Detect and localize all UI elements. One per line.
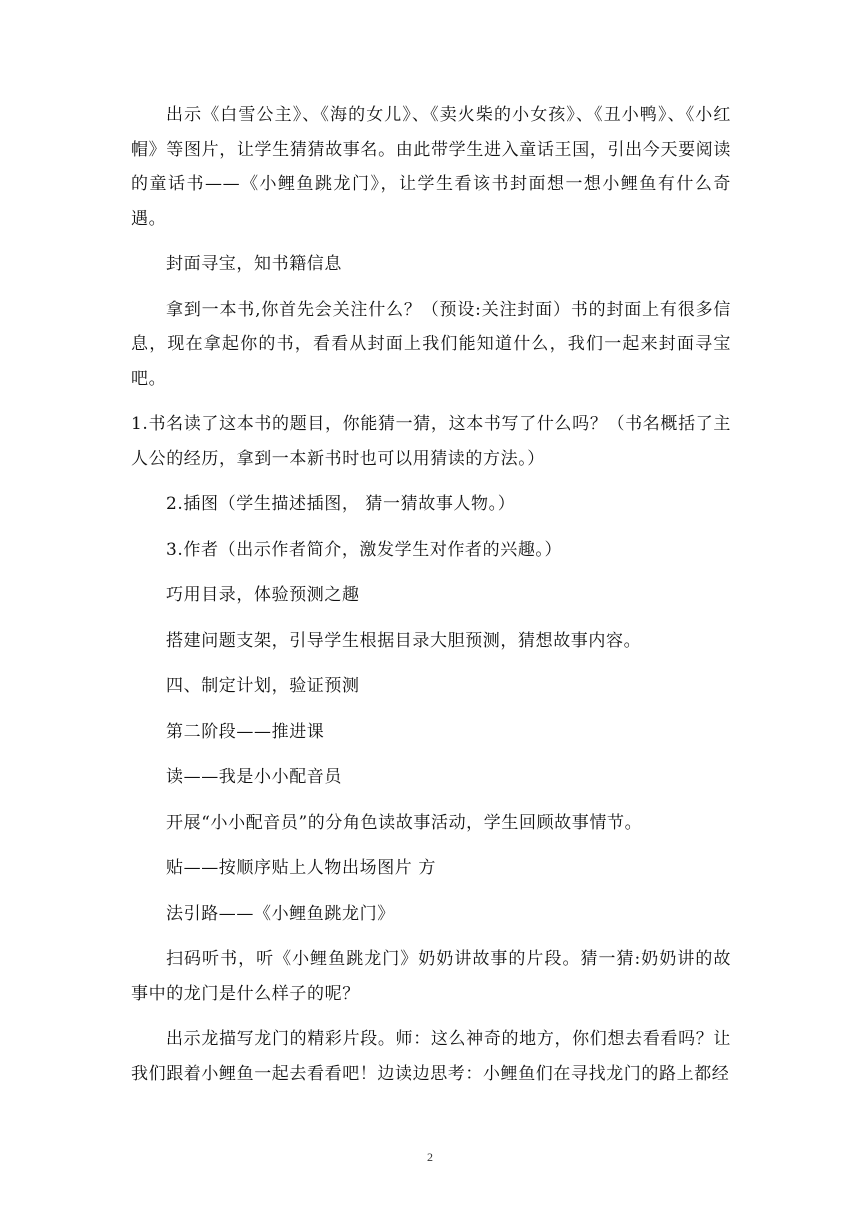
paragraph: 拿到一本书,你首先会关注什么？（预设:关注封面）书的封面上有很多信息，现在拿起你的书，看看从封面上我们能知道什么，我们一起来封面寻宝吧。 [131, 299, 731, 389]
paragraph: 出示龙描写龙门的精彩片段。师：这么神奇的地方，你们想去看看吗？让我们跟着小鲤鱼一起去看看吧！边读边思考：小鲤鱼们在寻找龙门的路上都经 [131, 1029, 731, 1084]
paragraph: 开展“小小配音员”的分角色读故事活动，学生回顾故事情节。 [166, 812, 643, 833]
document-body [131, 98, 731, 1102]
section-heading: 四、制定计划，验证预测 [166, 676, 360, 696]
paragraph: 3.作者（出示作者简介，激发学生对作者的兴趣。） [166, 539, 563, 560]
paragraph: 2.插图（学生描述插图， 猜一猜故事人物。） [166, 494, 516, 514]
page-number: 2 [427, 1150, 433, 1164]
paragraph: 扫码听书，听《小鲤鱼跳龙门》奶奶讲故事的片段。猜一猜:奶奶讲的故事中的龙门是什么样子的呢？ [131, 949, 731, 1004]
section-heading: 第二阶段——推进课 [166, 721, 325, 742]
paragraph: 出示《白雪公主》、《海的女儿》、《卖火柴的小女孩》、《丑小鸭》、《小红帽》等图片，让学生猜猜故事名。由此带学生进入童话王国，引出今天要阅读的童话书——《小鲤鱼跳龙门》，让学生看该书封面想一想小鲤鱼有什么奇遇。 [131, 105, 731, 229]
section-heading: 法引路——《小鲤鱼跳龙门》 [166, 903, 395, 924]
section-heading: 贴——按顺序贴上人物出场图片 方 [166, 858, 437, 878]
section-heading: 封面寻宝，知书籍信息 [166, 254, 342, 274]
paragraph: 搭建问题支架，引导学生根据目录大胆预测，猜想故事内容。 [166, 630, 642, 651]
paragraph: 1.书名读了这本书的题目，你能猜一猜，这本书写了什么吗？（书名概括了主人公的经历，拿到一本新书时也可以用猜读的方法。） [131, 414, 731, 469]
section-heading: 巧用目录，体验预测之趣 [166, 585, 360, 605]
section-heading: 读——我是小小配音员 [166, 767, 342, 787]
